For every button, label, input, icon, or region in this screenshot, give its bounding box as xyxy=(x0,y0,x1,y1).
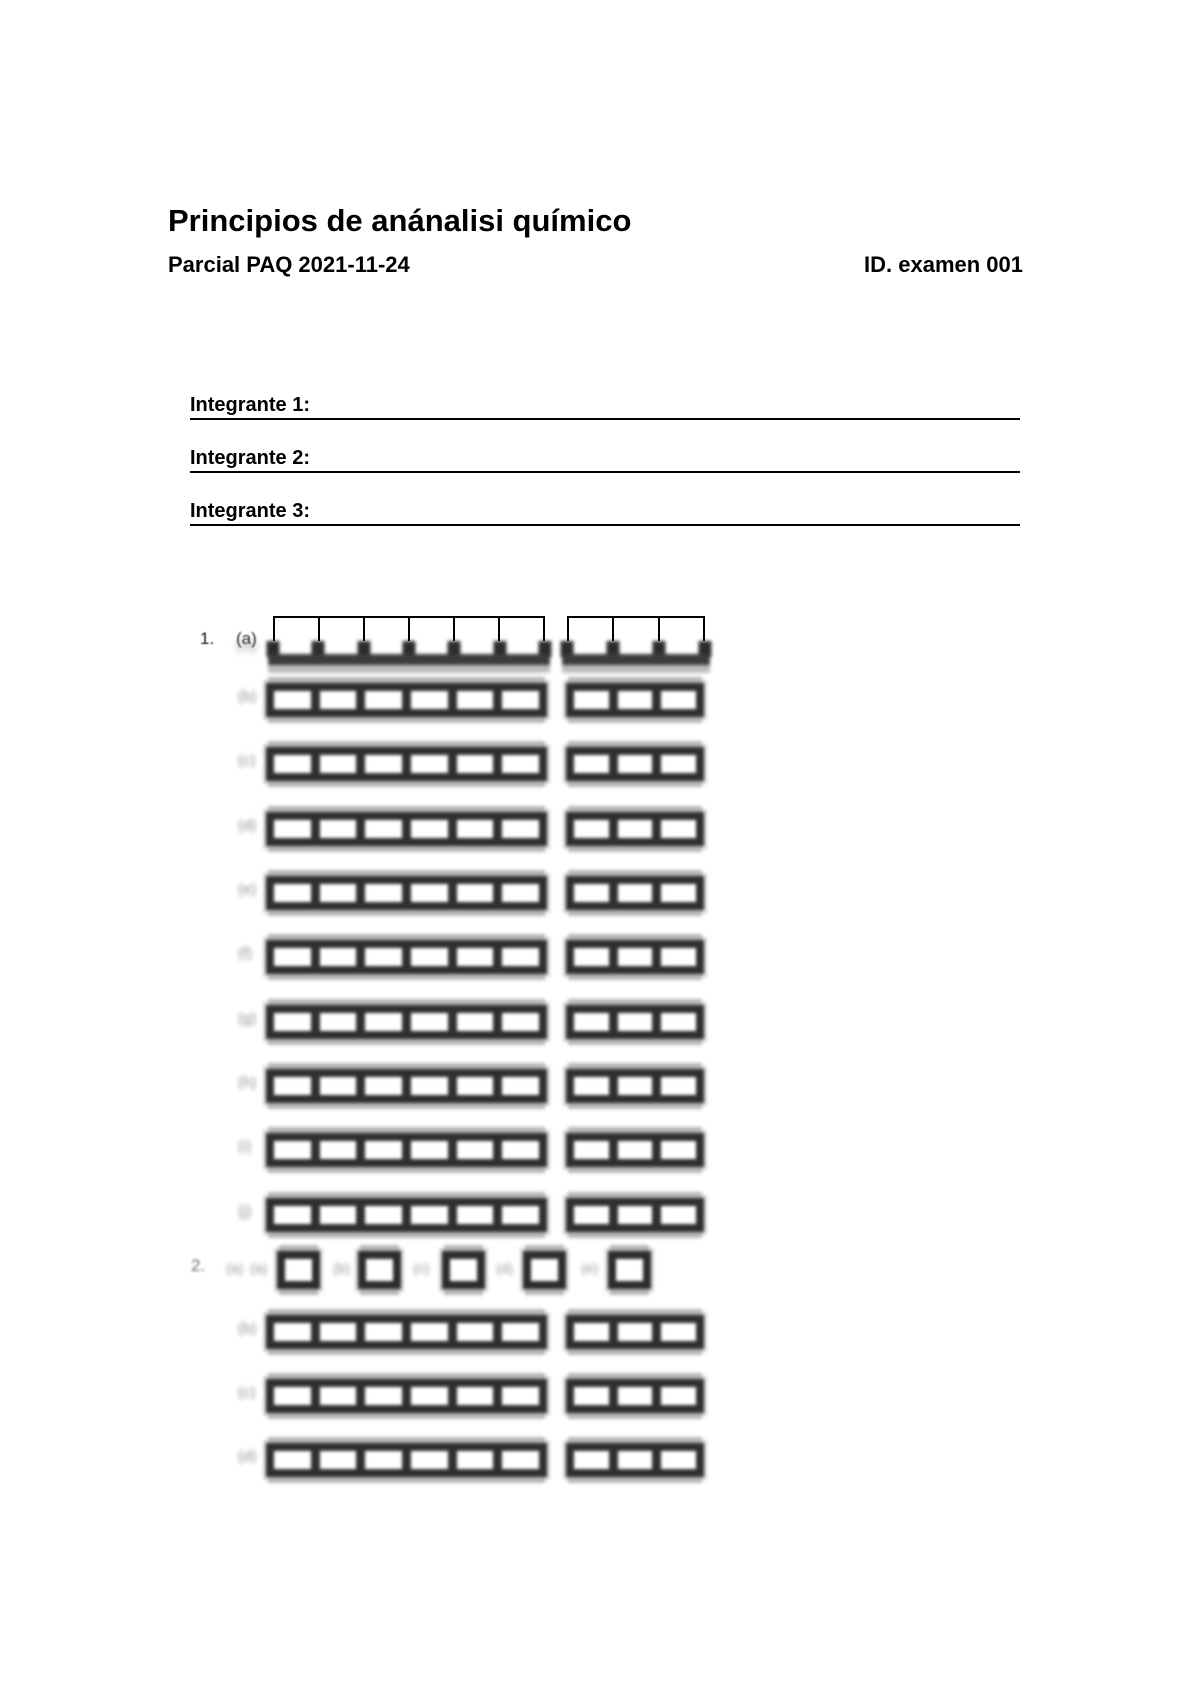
exam-id: ID. examen 001 xyxy=(864,252,1023,277)
answer-cell xyxy=(609,1013,653,1031)
answer-grid-group xyxy=(566,1133,704,1167)
answer-row-label: (b) xyxy=(238,688,257,705)
answer-cell xyxy=(609,1323,653,1341)
answer-cell xyxy=(574,691,609,709)
answer-grid-group xyxy=(566,1005,704,1039)
answer-cell xyxy=(448,1077,494,1095)
answer-cell xyxy=(274,1206,311,1224)
answer-cell xyxy=(609,1387,653,1405)
choice-option-label: (a) xyxy=(250,1260,268,1276)
answer-cell xyxy=(448,1387,494,1405)
answer-cell xyxy=(574,1141,609,1159)
answer-cell xyxy=(652,1387,696,1405)
answer-grid-group-crisp xyxy=(567,616,705,641)
answer-row-label: (e) xyxy=(238,881,257,898)
answer-row-label: (i) xyxy=(238,1138,252,1155)
answer-cell xyxy=(493,948,539,966)
grid-shadow-blur xyxy=(268,665,550,673)
answer-cell xyxy=(574,820,609,838)
answer-cell xyxy=(402,755,448,773)
answer-cell xyxy=(311,948,357,966)
answer-grid-group xyxy=(266,876,547,910)
answer-cell xyxy=(574,1387,609,1405)
answer-cell xyxy=(448,948,494,966)
answer-cell xyxy=(493,884,539,902)
answer-cell xyxy=(402,691,448,709)
answer-cell xyxy=(402,1323,448,1341)
answer-cell xyxy=(652,691,696,709)
answer-grid-group xyxy=(566,1315,704,1349)
answer-cell xyxy=(453,618,498,641)
answer-cell xyxy=(574,1451,609,1469)
answer-cell xyxy=(402,1387,448,1405)
answer-cell xyxy=(574,1206,609,1224)
answer-cell xyxy=(658,618,705,641)
answer-cell xyxy=(356,755,402,773)
answer-cell xyxy=(402,1451,448,1469)
answer-cell xyxy=(574,1077,609,1095)
answer-cell xyxy=(448,691,494,709)
answer-cell xyxy=(609,948,653,966)
answer-grid-group xyxy=(266,812,547,846)
answer-cell xyxy=(356,1013,402,1031)
answer-row-label: (c) xyxy=(238,752,256,769)
answer-cell xyxy=(311,755,357,773)
answer-cell xyxy=(448,1013,494,1031)
answer-cell xyxy=(274,1077,311,1095)
answer-cell xyxy=(311,1077,357,1095)
answer-cell xyxy=(574,1323,609,1341)
answer-cell xyxy=(567,618,612,641)
answer-cell xyxy=(274,1387,311,1405)
choice-option-label: (e) xyxy=(581,1260,599,1276)
answer-cell xyxy=(356,820,402,838)
grid-bottom-border-blur xyxy=(268,654,550,665)
answer-cell xyxy=(652,884,696,902)
answer-cell xyxy=(574,1013,609,1031)
answer-cell xyxy=(363,618,408,641)
answer-grid-group xyxy=(266,1133,547,1167)
answer-grid-group xyxy=(566,747,704,781)
answer-cell xyxy=(356,1323,402,1341)
answer-cell xyxy=(356,691,402,709)
answer-grid-group xyxy=(266,683,547,717)
answer-cell xyxy=(448,1206,494,1224)
answer-grid-group xyxy=(566,683,704,717)
participant-label: Integrante 3: xyxy=(190,500,311,522)
answer-cell xyxy=(274,1013,311,1031)
answer-grid-group xyxy=(566,1069,704,1103)
choice-checkbox xyxy=(277,1251,320,1289)
grid-shadow-blur xyxy=(562,665,710,673)
answer-grid-group xyxy=(566,812,704,846)
answer-cell xyxy=(356,1451,402,1469)
answer-row-label: (d) xyxy=(238,817,257,834)
answer-cell xyxy=(652,755,696,773)
answer-cell xyxy=(448,1141,494,1159)
answer-cell xyxy=(493,755,539,773)
answer-cell xyxy=(311,820,357,838)
choice-checkbox xyxy=(442,1251,485,1289)
answer-cell xyxy=(402,1141,448,1159)
exam-subtitle: Parcial PAQ 2021-11-24 xyxy=(168,252,410,277)
answer-grid-group-crisp xyxy=(273,616,545,641)
answer-grid-group xyxy=(566,940,704,974)
answer-grid-group xyxy=(566,1443,704,1477)
answer-cell xyxy=(402,1077,448,1095)
participant-label: Integrante 2: xyxy=(190,447,311,469)
answer-cell xyxy=(356,1206,402,1224)
answer-row-label: (j) xyxy=(238,1203,252,1220)
answer-cell xyxy=(402,820,448,838)
answer-cell xyxy=(493,1141,539,1159)
answer-grid-blur-remnant xyxy=(273,641,545,674)
choice-checkbox xyxy=(358,1251,401,1289)
answer-cell xyxy=(493,1451,539,1469)
answer-cell xyxy=(609,755,653,773)
answer-cell xyxy=(652,1141,696,1159)
answer-cell xyxy=(609,820,653,838)
answer-cell xyxy=(609,691,653,709)
answer-cell xyxy=(652,948,696,966)
answer-cell xyxy=(311,1013,357,1031)
answer-cell xyxy=(574,884,609,902)
question-1-number: 1. xyxy=(200,629,215,648)
choice-option-label: (c) xyxy=(413,1260,430,1276)
answer-cell xyxy=(402,884,448,902)
exam-title: Principios de anánalisi químico xyxy=(168,203,632,238)
answer-cell xyxy=(311,691,357,709)
answer-cell xyxy=(311,1387,357,1405)
answer-cell xyxy=(609,884,653,902)
choice-option-label: (d) xyxy=(496,1260,514,1276)
answer-cell xyxy=(612,618,657,641)
answer-cell xyxy=(652,1451,696,1469)
answer-cell xyxy=(448,1323,494,1341)
answer-cell xyxy=(274,948,311,966)
answer-cell xyxy=(274,691,311,709)
answer-row-label: (g) xyxy=(238,1010,257,1027)
answer-cell xyxy=(274,820,311,838)
answer-cell xyxy=(356,1077,402,1095)
answer-cell xyxy=(274,755,311,773)
participant-fill-line xyxy=(190,524,1020,526)
answer-cell xyxy=(448,1451,494,1469)
question-2-number: 2. xyxy=(191,1256,206,1275)
answer-cell xyxy=(498,618,545,641)
answer-grid-group xyxy=(266,1069,547,1103)
answer-cell xyxy=(311,884,357,902)
answer-cell xyxy=(609,1206,653,1224)
answer-cell xyxy=(493,1013,539,1031)
answer-grid-group xyxy=(266,1315,547,1349)
answer-row-label: (a) xyxy=(226,1260,244,1276)
answer-cell xyxy=(311,1323,357,1341)
participant-fill-line xyxy=(190,471,1020,473)
answer-cell xyxy=(493,820,539,838)
grid-bottom-border-blur xyxy=(562,654,710,665)
answer-row-label: (b) xyxy=(238,1320,257,1337)
answer-row-label: (c) xyxy=(238,1384,256,1401)
answer-cell xyxy=(356,1387,402,1405)
answer-cell xyxy=(311,1451,357,1469)
answer-cell xyxy=(652,1013,696,1031)
answer-cell xyxy=(274,1323,311,1341)
answer-row-label: (a) xyxy=(236,629,257,648)
answer-grid-group xyxy=(266,1379,547,1413)
answer-cell xyxy=(274,1451,311,1469)
answer-cell xyxy=(493,1387,539,1405)
answer-grid-group xyxy=(566,876,704,910)
answer-cell xyxy=(493,691,539,709)
answer-cell xyxy=(493,1077,539,1095)
answer-cell xyxy=(274,1141,311,1159)
participant-label: Integrante 1: xyxy=(190,394,311,416)
answer-cell xyxy=(356,1141,402,1159)
choice-option-label: (b) xyxy=(333,1260,351,1276)
answer-cell xyxy=(609,1141,653,1159)
answer-cell xyxy=(311,1141,357,1159)
answer-row-label: (h) xyxy=(238,1074,257,1091)
answer-cell xyxy=(609,1077,653,1095)
answer-grid-group xyxy=(266,940,547,974)
answer-cell xyxy=(311,1206,357,1224)
answer-cell xyxy=(493,1206,539,1224)
answer-cell xyxy=(652,1323,696,1341)
answer-cell xyxy=(652,820,696,838)
answer-cell xyxy=(402,1206,448,1224)
answer-cell xyxy=(274,884,311,902)
answer-grid-group xyxy=(566,1379,704,1413)
answer-grid-blur-remnant xyxy=(567,641,705,674)
answer-cell xyxy=(609,1451,653,1469)
answer-cell xyxy=(356,884,402,902)
answer-cell xyxy=(402,1013,448,1031)
answer-cell xyxy=(408,618,453,641)
answer-row-label: (f) xyxy=(238,945,253,962)
answer-cell xyxy=(448,884,494,902)
answer-cell xyxy=(574,755,609,773)
participant-fill-line xyxy=(190,418,1020,420)
choice-checkbox xyxy=(523,1251,566,1289)
answer-grid-group xyxy=(266,747,547,781)
answer-grid-group xyxy=(266,1198,547,1232)
answer-cell xyxy=(574,948,609,966)
answer-cell xyxy=(448,820,494,838)
answer-cell xyxy=(402,948,448,966)
answer-cell xyxy=(318,618,363,641)
answer-grid-group xyxy=(266,1443,547,1477)
choice-checkbox xyxy=(608,1251,651,1289)
answer-grid-group xyxy=(266,1005,547,1039)
answer-cell xyxy=(448,755,494,773)
answer-cell xyxy=(356,948,402,966)
answer-cell xyxy=(652,1077,696,1095)
answer-row-label: (d) xyxy=(238,1448,257,1465)
answer-cell xyxy=(273,618,318,641)
answer-cell xyxy=(493,1323,539,1341)
answer-grid-group xyxy=(566,1198,704,1232)
answer-cell xyxy=(652,1206,696,1224)
